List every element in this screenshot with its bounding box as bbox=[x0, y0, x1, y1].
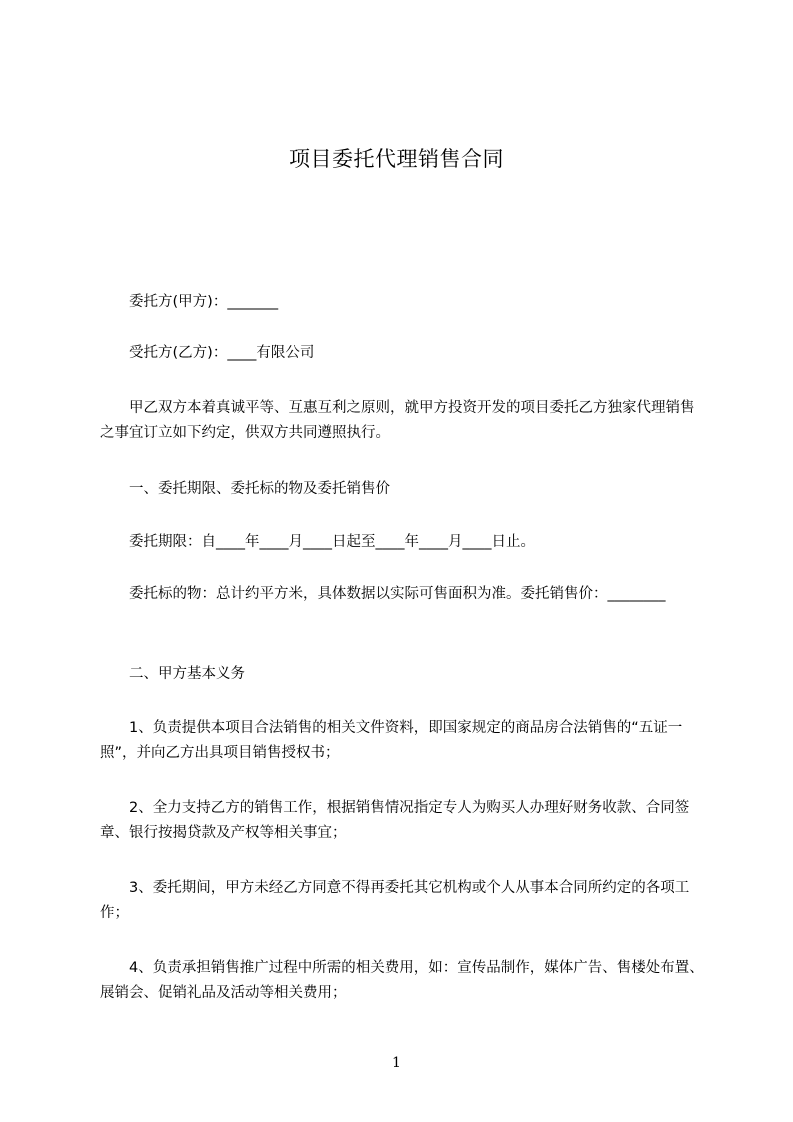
section-2-heading: 二、甲方基本义务 bbox=[100, 666, 245, 682]
section-1-heading: 一、委托期限、委托标的物及委托销售价 bbox=[100, 481, 390, 497]
document-title: 项目委托代理销售合同 bbox=[289, 147, 504, 171]
party-a-line: 委托方(甲方)：_______ bbox=[100, 294, 279, 310]
party-b-line: 受托方(乙方)：____有限公司 bbox=[100, 345, 315, 361]
obligation-2-paragraph: 2、全力支持乙方的销售工作，根据销售情况指定专人为购买人办理好财务收款、合同签章、银行按揭贷款及产权等相关事宜； bbox=[100, 800, 690, 841]
obligation-1-paragraph: 1、负责提供本项目合法销售的相关文件资料，即国家规定的商品房合法销售的“五证一照”，并向乙方出具项目销售授权书； bbox=[100, 720, 683, 761]
subject-matter-paragraph: 委托标的物：总计约平方米，具体数据以实际可售面积为准。委托销售价：________ bbox=[100, 586, 666, 602]
obligation-4-paragraph: 4、负责承担销售推广过程中所需的相关费用，如：宣传品制作，媒体广告、售楼处布置、展销会、促销礼品及活动等相关费用； bbox=[100, 960, 704, 1001]
obligation-3-paragraph: 3、委托期间，甲方未经乙方同意不得再委托其它机构或个人从事本合同所约定的各项工作； bbox=[100, 880, 690, 921]
preamble-paragraph: 甲乙双方本着真诚平等、互惠互利之原则，就甲方投资开发的项目委托乙方独家代理销售之事宜订立如下约定，供双方共同遵照执行。 bbox=[100, 400, 695, 441]
term-line: 委托期限：自____年____月____日起至____年____月____日止。 bbox=[100, 534, 535, 550]
page-number: 1 bbox=[392, 1055, 401, 1071]
